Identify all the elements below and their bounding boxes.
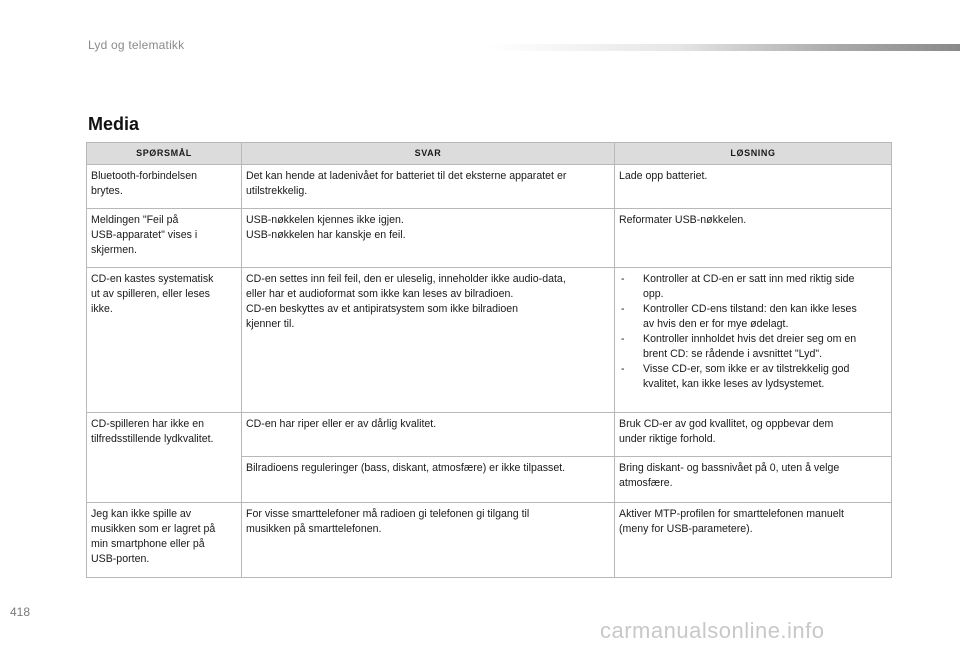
solution-line: (meny for USB-parametere). [619,523,753,535]
answer-line: CD-en settes inn feil feil, den er uleselig, inneholder ikke audio-data, [246,273,566,285]
answer-cell [242,457,615,503]
faq-table [86,142,892,578]
bullet-line: brent CD: se rådende i avsnittet "Lyd". [643,348,823,360]
answer-cell [242,165,615,209]
solution-cell [615,457,892,503]
question-line: Jeg kan ikke spille av [91,508,192,520]
question-line: CD-spilleren har ikke en [91,418,205,430]
table-row [87,503,892,578]
answer-line: For visse smarttelefoner må radioen gi telefonen gi tilgang til [246,508,530,520]
answer-line: USB-nøkkelen har kanskje en feil. [246,229,406,241]
solution-line: Bring diskant- og bassnivået på 0, uten å velge [619,462,840,474]
bullet-line: - Kontroller at CD-en er satt inn med riktig side [643,273,855,285]
solution-line: under riktige forhold. [619,433,716,445]
solution-line: Lade opp batteriet. [619,170,708,182]
answer-line: Bilradioens reguleringer (bass, diskant, atmosfære) er ikke tilpasset. [246,462,566,474]
bullet-line: av hvis den er for mye ødelagt. [643,318,789,330]
solution-line: Aktiver MTP-profilen for smarttelefonen manuelt [619,508,844,520]
answer-line: Det kan hende at ladenivået for batteriet til det eksterne apparatet er [246,170,567,182]
question-line: CD-en kastes systematisk [91,273,214,285]
solution-cell [615,165,892,209]
column-header-answer: SVAR [242,143,615,165]
answer-line: CD-en har riper eller er av dårlig kvalitet. [246,418,437,430]
section-title: Media [88,114,140,134]
answer-line: CD-en beskyttes av et antipiratsystem som ikke bilradioen [246,303,519,315]
question-line: Bluetooth-forbindelsen [91,170,198,182]
question-line: ikke. [91,303,113,315]
solution-bullet [619,302,887,332]
question-cell [87,413,242,503]
table-row [87,268,892,413]
solution-bullet [619,362,887,392]
column-header-solution: LØSNING [615,143,892,165]
question-cell [87,209,242,268]
bullet-line: opp. [643,288,664,300]
answer-line: eller har et audioformat som ikke kan leses av bilradioen. [246,288,514,300]
question-line: USB-apparatet" vises i [91,229,198,241]
table-row [87,413,892,457]
table-row [87,209,892,268]
header-gradient-bar [488,44,960,51]
question-cell [87,503,242,578]
question-line: min smartphone eller på [91,538,205,550]
solution-bullet [619,332,887,362]
header-title: Lyd og telematikk [88,38,185,52]
bullet-line: kvalitet, kan ikke leses av lydsystemet. [643,378,825,390]
solution-cell [615,209,892,268]
answer-line: utilstrekkelig. [246,185,308,197]
bullet-line: - Kontroller innholdet hvis det dreier seg om en [643,333,857,345]
question-line: musikken som er lagret på [91,523,216,535]
bullet-line: - Kontroller CD-ens tilstand: den kan ikke leses [643,303,857,315]
question-line: tilfredsstillende lydkvalitet. [91,433,214,445]
bullet-line: - Visse CD-er, som ikke er av tilstrekkelig god [643,363,850,375]
solution-cell [615,503,892,578]
page-number: 418 [10,605,31,619]
answer-line: musikken på smarttelefonen. [246,523,382,535]
question-line: USB-porten. [91,553,150,565]
question-line: ut av spilleren, eller leses [91,288,210,300]
solution-line: Bruk CD-er av god kvallitet, og oppbevar dem [619,418,834,430]
question-line: Meldingen "Feil på [91,214,179,226]
column-header-question: SPØRSMÅL [87,143,242,165]
answer-line: USB-nøkkelen kjennes ikke igjen. [246,214,404,226]
watermark: carmanualsonline.info [600,618,825,643]
answer-cell [242,503,615,578]
solution-line: Reformater USB-nøkkelen. [619,214,747,226]
solution-cell [615,268,892,413]
answer-line: kjenner til. [246,318,295,330]
question-line: brytes. [91,185,123,197]
solution-cell [615,413,892,457]
question-cell [87,268,242,413]
question-cell [87,165,242,209]
solution-line: atmosfære. [619,477,673,489]
answer-cell [242,268,615,413]
table-row [87,165,892,209]
answer-cell [242,209,615,268]
solution-bullet-list [619,272,887,392]
answer-cell [242,413,615,457]
solution-bullet [619,272,887,302]
table-header-row [87,143,892,165]
question-line: skjermen. [91,244,137,256]
